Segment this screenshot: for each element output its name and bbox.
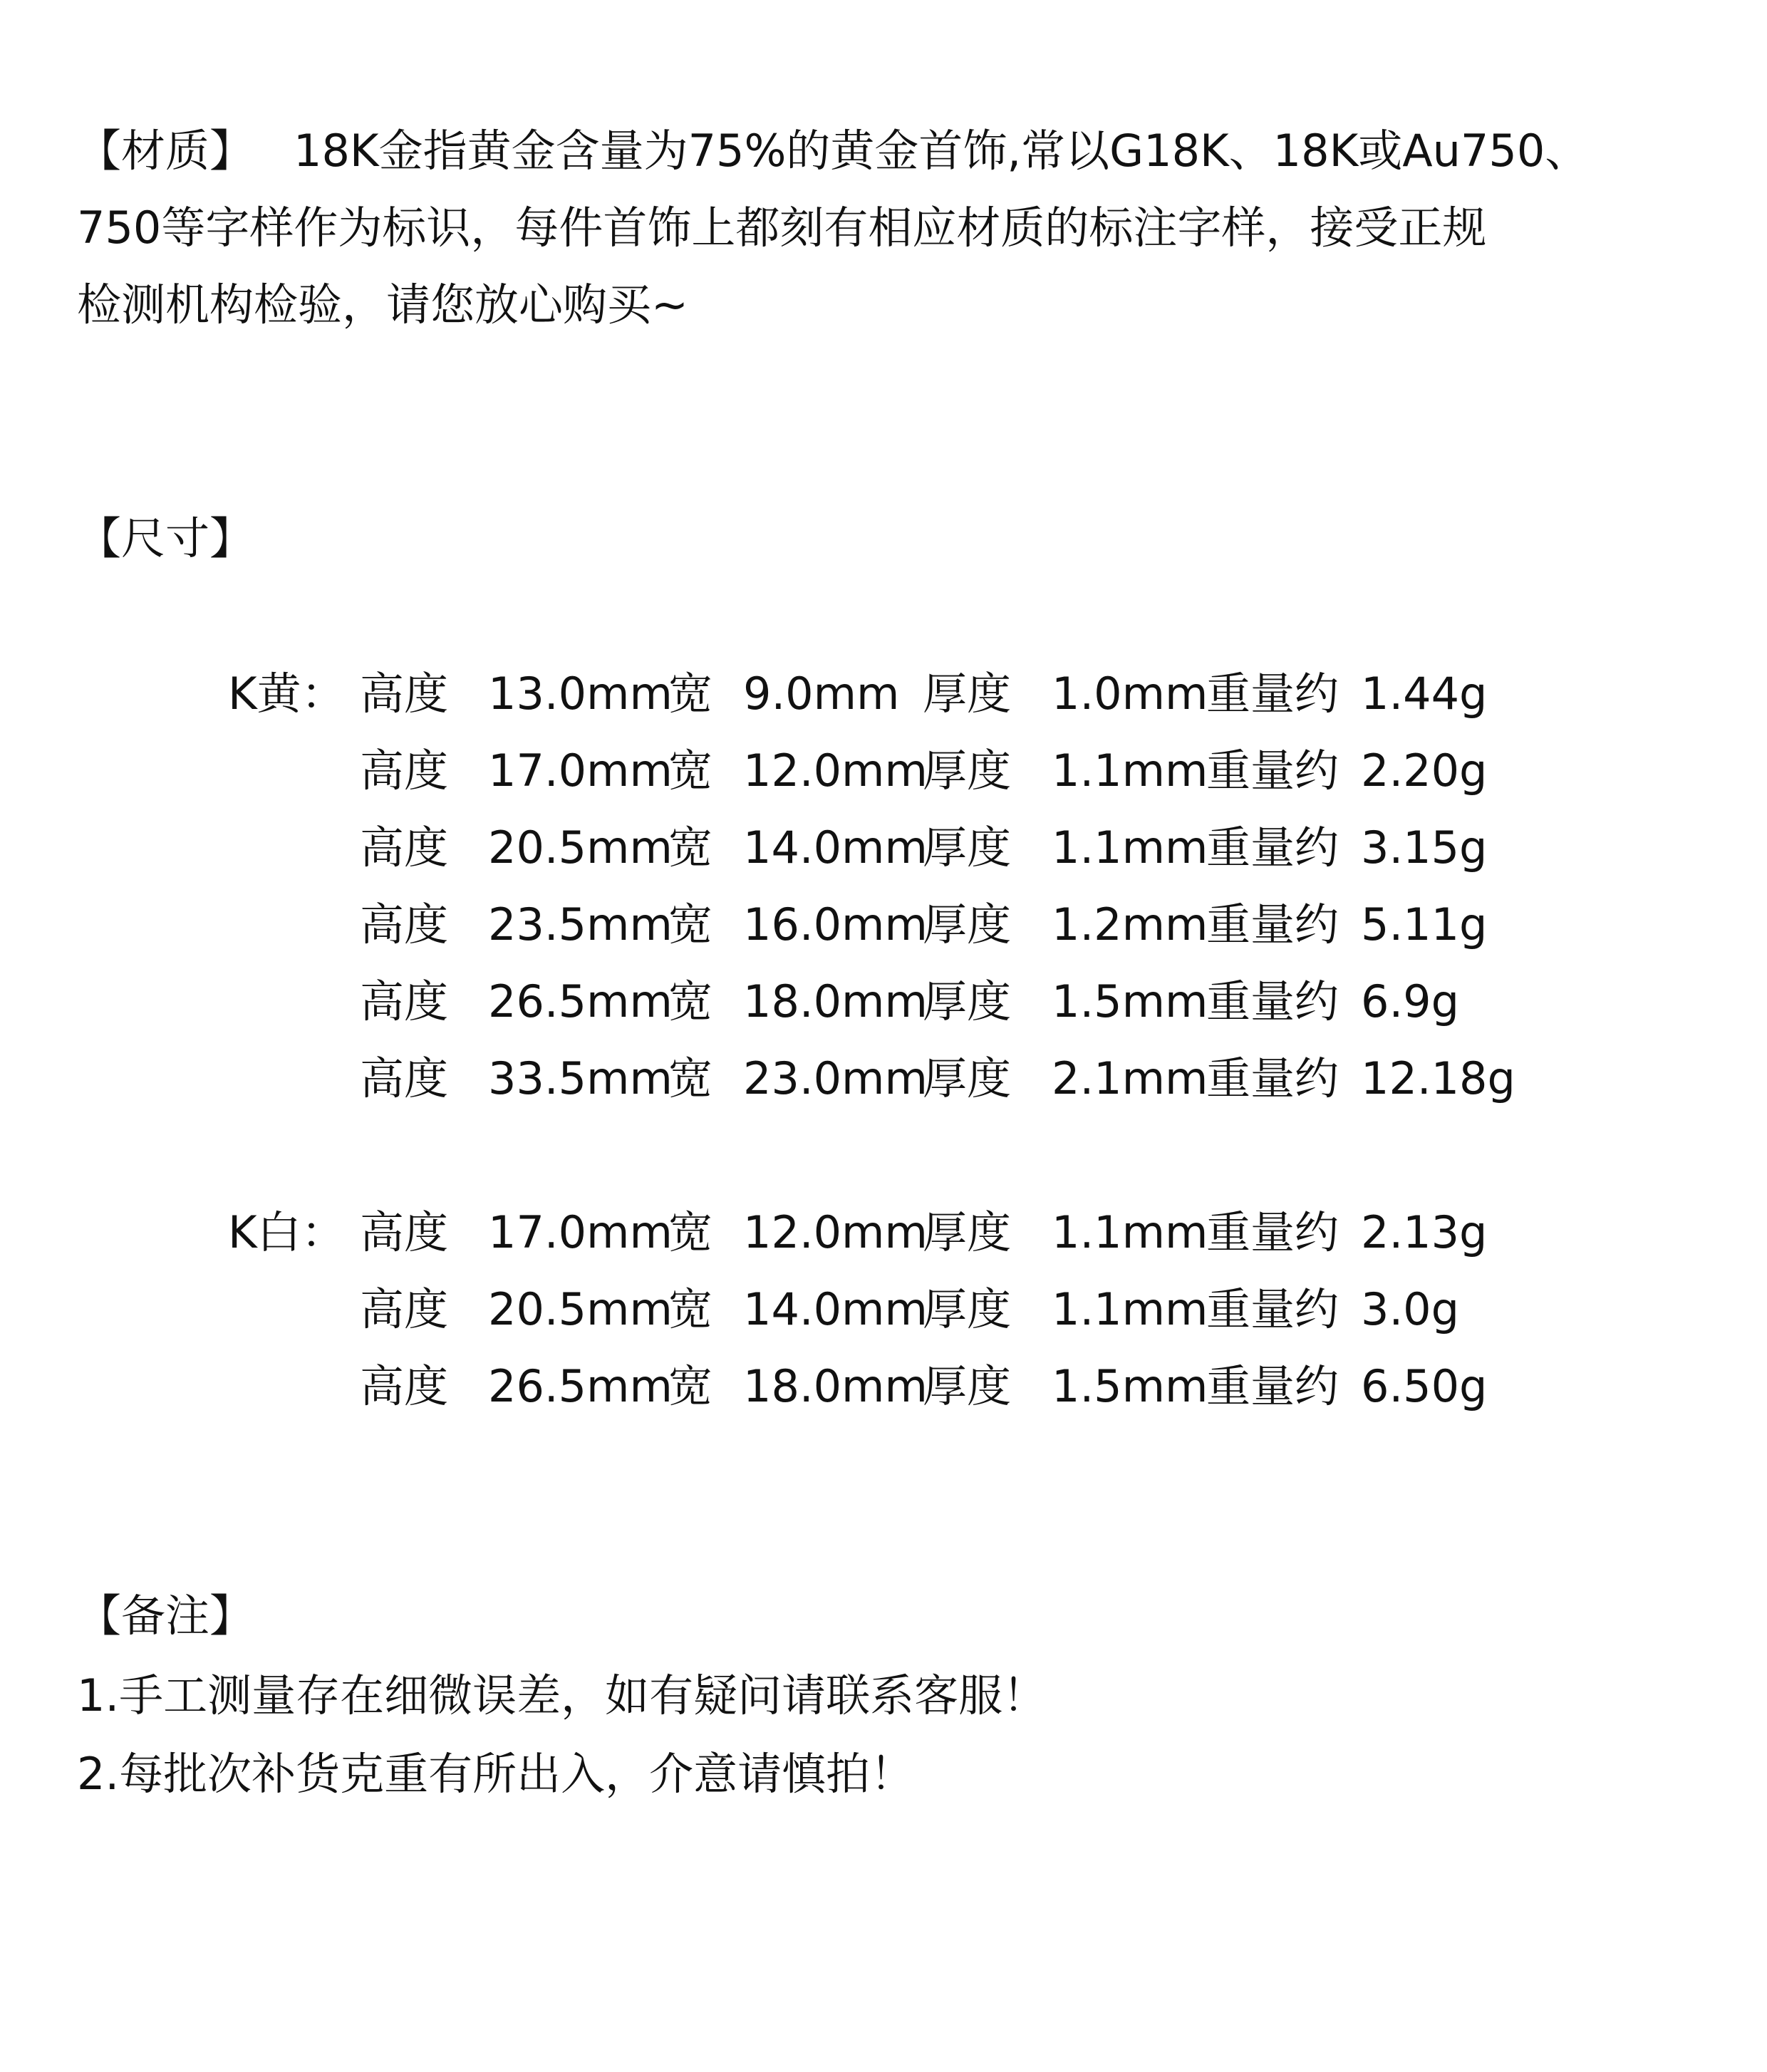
size-heading: 【尺寸】 xyxy=(77,512,254,564)
height-value: 26.5mm xyxy=(488,1360,673,1412)
width-label: 宽 xyxy=(668,745,713,797)
material-text-1: 18K金指黄金含量为75%的黄金首饰,常以G18K、18K或Au750、 xyxy=(294,125,1590,177)
weight-value: 1.44g xyxy=(1361,668,1488,720)
width-label: 宽 xyxy=(668,1052,713,1104)
thickness-value: 1.2mm xyxy=(1052,898,1208,950)
height-label: 高度 xyxy=(360,1052,449,1104)
thickness-label: 厚度 xyxy=(923,745,1012,797)
material-paragraph xyxy=(77,113,1716,343)
height-value: 23.5mm xyxy=(488,898,673,950)
weight-label: 重量约 xyxy=(1206,822,1340,874)
weight-value: 12.18g xyxy=(1361,1052,1515,1104)
height-value: 17.0mm xyxy=(488,745,673,797)
group-label: K白： xyxy=(228,1206,346,1258)
width-value: 14.0mm xyxy=(743,1283,928,1335)
thickness-label: 厚度 xyxy=(923,898,1012,950)
weight-value: 5.11g xyxy=(1361,898,1488,950)
width-label: 宽 xyxy=(668,898,713,950)
height-label: 高度 xyxy=(360,1360,449,1412)
weight-value: 6.9g xyxy=(1361,975,1459,1027)
material-line-1 xyxy=(77,113,1716,190)
height-label: 高度 xyxy=(360,1206,449,1258)
height-label: 高度 xyxy=(360,822,449,874)
height-value: 26.5mm xyxy=(488,975,673,1027)
weight-value: 3.15g xyxy=(1361,822,1488,874)
weight-value: 2.20g xyxy=(1361,745,1488,797)
note-item: 1.手工测量存在细微误差，如有疑问请联系客服！ xyxy=(77,1669,1047,1721)
thickness-value: 1.1mm xyxy=(1052,1206,1208,1258)
thickness-value: 1.0mm xyxy=(1052,668,1208,720)
thickness-value: 1.5mm xyxy=(1052,975,1208,1027)
thickness-value: 1.1mm xyxy=(1052,1283,1208,1335)
height-label: 高度 xyxy=(360,975,449,1027)
thickness-value: 1.1mm xyxy=(1052,745,1208,797)
height-label: 高度 xyxy=(360,745,449,797)
width-value: 12.0mm xyxy=(743,745,928,797)
weight-label: 重量约 xyxy=(1206,745,1340,797)
width-label: 宽 xyxy=(668,1283,713,1335)
weight-value: 2.13g xyxy=(1361,1206,1488,1258)
width-label: 宽 xyxy=(668,668,713,720)
height-value: 20.5mm xyxy=(488,1283,673,1335)
weight-label: 重量约 xyxy=(1206,1052,1340,1104)
height-value: 20.5mm xyxy=(488,822,673,874)
height-label: 高度 xyxy=(360,898,449,950)
width-label: 宽 xyxy=(668,822,713,874)
thickness-value: 1.5mm xyxy=(1052,1360,1208,1412)
thickness-label: 厚度 xyxy=(923,668,1012,720)
width-label: 宽 xyxy=(668,1360,713,1412)
weight-label: 重量约 xyxy=(1206,1360,1340,1412)
weight-value: 3.0g xyxy=(1361,1283,1459,1335)
weight-label: 重量约 xyxy=(1206,1206,1340,1258)
width-value: 18.0mm xyxy=(743,975,928,1027)
height-value: 13.0mm xyxy=(488,668,673,720)
group-label: K黄： xyxy=(228,668,346,720)
material-line-2: 750等字样作为标识，每件首饰上都刻有相应材质的标注字样，接受正规 xyxy=(77,202,1487,254)
width-label: 宽 xyxy=(668,1206,713,1258)
width-value: 16.0mm xyxy=(743,898,928,950)
thickness-label: 厚度 xyxy=(923,822,1012,874)
thickness-label: 厚度 xyxy=(923,1360,1012,1412)
width-value: 14.0mm xyxy=(743,822,928,874)
thickness-label: 厚度 xyxy=(923,1283,1012,1335)
width-value: 23.0mm xyxy=(743,1052,928,1104)
width-value: 9.0mm xyxy=(743,668,900,720)
width-value: 12.0mm xyxy=(743,1206,928,1258)
thickness-label: 厚度 xyxy=(923,975,1012,1027)
weight-value: 6.50g xyxy=(1361,1360,1488,1412)
height-label: 高度 xyxy=(360,668,449,720)
width-value: 18.0mm xyxy=(743,1360,928,1412)
thickness-label: 厚度 xyxy=(923,1206,1012,1258)
width-label: 宽 xyxy=(668,975,713,1027)
thickness-value: 1.1mm xyxy=(1052,822,1208,874)
notes-list xyxy=(77,1657,1047,1813)
material-line-3: 检测机构检验，请您放心购买~ xyxy=(77,279,688,331)
weight-label: 重量约 xyxy=(1206,898,1340,950)
height-value: 33.5mm xyxy=(488,1052,673,1104)
weight-label: 重量约 xyxy=(1206,668,1340,720)
height-label: 高度 xyxy=(360,1283,449,1335)
material-tag: 【材质】 xyxy=(77,125,254,177)
note-item: 2.每批次补货克重有所出入，介意请慎拍！ xyxy=(77,1748,915,1800)
notes-heading: 【备注】 xyxy=(77,1590,254,1642)
height-value: 17.0mm xyxy=(488,1206,673,1258)
weight-label: 重量约 xyxy=(1206,975,1340,1027)
weight-label: 重量约 xyxy=(1206,1283,1340,1335)
thickness-value: 2.1mm xyxy=(1052,1052,1208,1104)
thickness-label: 厚度 xyxy=(923,1052,1012,1104)
